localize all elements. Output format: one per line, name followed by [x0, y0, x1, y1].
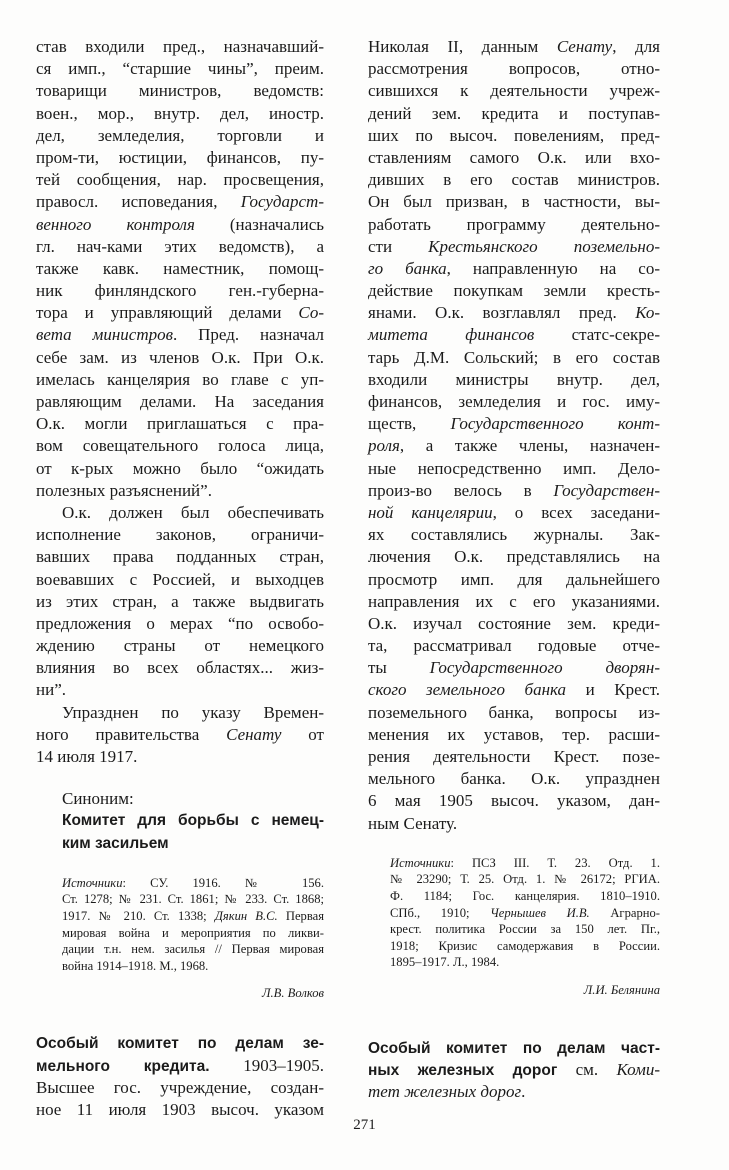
- text-span: , направленную на со-: [446, 258, 660, 278]
- text-span: Государствен-: [553, 480, 660, 500]
- text-line: [368, 169, 660, 191]
- paragraph: [36, 36, 324, 502]
- text-line: [368, 1081, 660, 1103]
- text-span: Крестьянского поземельно-: [428, 236, 660, 256]
- text-span: мельного банка. О.к. упразднен: [368, 769, 660, 789]
- text-span: Коми-: [616, 1060, 660, 1080]
- text-span: Источники: [62, 875, 123, 890]
- text-span: Особый комитет по делам зе-: [36, 1035, 324, 1053]
- text-line: [36, 613, 324, 635]
- text-line: [36, 1055, 324, 1077]
- text-line: [368, 347, 660, 369]
- text-line: [368, 657, 660, 679]
- text-span: исполнение законов, ограничи-: [36, 525, 324, 545]
- text-span: .: [521, 1082, 526, 1102]
- text-line: [368, 258, 660, 280]
- text-span: О.к. изучал состояние зем. креди-: [368, 613, 660, 633]
- text-span: митета финансов: [368, 325, 535, 345]
- text-span: воен., мор., внутр. дел, иностр.: [36, 103, 324, 123]
- text-span: ного правительства: [36, 724, 227, 744]
- text-line: [368, 58, 660, 80]
- paragraph: [36, 502, 324, 702]
- text-line: [36, 236, 324, 258]
- text-line: [368, 36, 660, 58]
- text-span: ник финляндского ген.-губерна-: [36, 281, 324, 301]
- text-span: Первая: [277, 908, 324, 923]
- text-span: Аграрно-: [589, 905, 661, 920]
- text-span: правосл. исповедания,: [36, 192, 241, 212]
- text-span: ным Сенату.: [368, 813, 458, 833]
- text-span: Упразднен по указу Времен-: [62, 702, 324, 722]
- text-span: 1917. № 210. Ст. 1338;: [62, 908, 215, 923]
- text-span: . Пред. назначал: [173, 325, 324, 345]
- text-line: [36, 391, 324, 413]
- text-line: [36, 746, 324, 768]
- text-line: [36, 80, 324, 102]
- text-span: дений зем. кредита и поступав-: [368, 103, 660, 123]
- text-line: [36, 724, 324, 746]
- text-line: [368, 679, 660, 701]
- text-line: [368, 591, 660, 613]
- text-line: [36, 1032, 324, 1054]
- text-span: полезных разъяснений”.: [36, 480, 212, 500]
- text-span: О.к. могли приглашаться с пра-: [36, 414, 324, 434]
- text-span: мировая война и мероприятия по ликви-: [62, 925, 324, 940]
- text-span: произ-во велось в: [368, 480, 554, 500]
- text-line: [368, 768, 660, 790]
- text-line: [368, 524, 660, 546]
- text-span: дации т.н. нем. засилья // Первая мировая: [62, 942, 324, 957]
- text-line: [368, 302, 660, 324]
- text-span: равляющим делами. На заседания: [36, 392, 324, 411]
- text-span: мельного кредита.: [36, 1057, 210, 1075]
- text-line: [36, 169, 324, 191]
- text-line: [36, 657, 324, 679]
- text-span: и Крест.: [566, 680, 660, 700]
- text-line: [36, 591, 324, 613]
- text-line: [368, 635, 660, 657]
- text-span: , о всех заседани-: [492, 502, 660, 522]
- text-span: роля: [368, 436, 400, 456]
- text-span: Ф. 1184; Гос. канцелярия. 1810–1910.: [390, 888, 660, 903]
- text-span: 1895–1917. Л., 1984.: [390, 955, 500, 970]
- text-span: Сенату: [226, 724, 282, 744]
- text-span: Сенату: [556, 37, 613, 56]
- text-span: тора и управляющий делами: [36, 303, 299, 323]
- text-span: ся имп., “старшие чины”, преим.: [36, 59, 324, 79]
- text-span: см.: [557, 1060, 617, 1080]
- text-line: [36, 125, 324, 147]
- text-span: СПб., 1910;: [390, 905, 491, 920]
- text-span: вета министров: [36, 325, 174, 345]
- synonym-line: Комитет для борьбы с немец-: [62, 812, 324, 830]
- text-span: Государст-: [240, 192, 324, 212]
- text-line: [390, 954, 660, 971]
- text-line: [368, 413, 660, 435]
- paragraph: [36, 702, 324, 769]
- text-span: венного контроля: [36, 214, 195, 234]
- text-span: , для: [612, 37, 660, 56]
- text-span: крест. политика России за 150 лет. Пг.,: [390, 922, 660, 937]
- text-span: просмотр имп. для дальнейшего: [368, 569, 660, 589]
- text-span: : ПСЗ III. Т. 23. Отд. 1.: [450, 855, 660, 870]
- text-span: 6 мая 1905 высоч. указом, дан-: [368, 791, 660, 811]
- text-span: тарь Д.М. Сольский; в его состав: [368, 347, 660, 367]
- text-line: [36, 280, 324, 302]
- text-span: ях составлялись журналы. Зак-: [368, 525, 660, 545]
- text-span: ставлениям самого О.к. или вхо-: [368, 147, 660, 167]
- text-span: № 23290; Т. 25. Отд. 1. № 26172; РГИА.: [390, 872, 660, 887]
- text-span: действие покупкам земли кресть-: [368, 281, 660, 301]
- text-line: [390, 905, 660, 922]
- text-line: [62, 891, 324, 908]
- text-line: [36, 147, 324, 169]
- text-span: статс-секре-: [534, 325, 660, 345]
- text-span: ное 11 июля 1903 высоч. указом: [36, 1099, 324, 1119]
- text-span: ших по высоч. повелениям, пред-: [368, 125, 660, 145]
- text-span: дел, земледелия, торговли и: [36, 125, 324, 145]
- text-span: Ко-: [635, 303, 660, 323]
- text-span: Высшее гос. учреждение, создан-: [36, 1077, 324, 1097]
- text-line: [368, 480, 660, 502]
- text-span: вавших права подданных стран,: [36, 547, 324, 567]
- text-line: [368, 125, 660, 147]
- text-line: [62, 958, 324, 975]
- text-line: [368, 790, 660, 812]
- text-line: [390, 888, 660, 905]
- text-span: та, рассматривал годовые отче-: [368, 636, 660, 656]
- text-span: от: [281, 724, 324, 744]
- text-span: из этих стран, а также выдвигать: [36, 591, 324, 611]
- text-span: гл. нач-ками этих ведомств), а: [36, 236, 324, 256]
- author: Л.В. Волков: [261, 986, 324, 1001]
- text-span: имелась канцелярия во главе с уп-: [36, 369, 324, 389]
- text-span: работать программу деятельно-: [368, 214, 660, 234]
- text-line: [36, 36, 324, 58]
- author: Л.И. Белянина: [583, 982, 660, 997]
- text-span: янами. О.к. возглавлял пред.: [368, 303, 636, 323]
- text-span: (назначались: [194, 214, 324, 234]
- text-line: [368, 813, 660, 835]
- text-line: [368, 746, 660, 768]
- text-span: : СУ. 1916. № 156.: [122, 875, 324, 890]
- text-line: [36, 480, 324, 502]
- entry-heading: [36, 1032, 324, 1121]
- text-span: Чернышев И.В.: [490, 905, 590, 920]
- text-span: менения их уставов, тер. расши-: [368, 724, 660, 744]
- text-span: сившихся к деятельности учреж-: [368, 81, 660, 101]
- text-span: ни”.: [36, 680, 66, 700]
- text-span: О.к. должен был обеспечивать: [62, 502, 324, 522]
- text-span: ные непосредственно имп. Дело-: [368, 458, 660, 478]
- text-span: Николая II, данным: [368, 37, 557, 56]
- text-line: [368, 369, 660, 391]
- text-span: 1903–1905.: [209, 1055, 324, 1075]
- text-span: ского земельного банка: [368, 680, 567, 700]
- text-line: [36, 191, 324, 213]
- text-line: [368, 1059, 660, 1081]
- text-span: Ст. 1278; № 231. Ст. 1861; № 233. Ст. 1868;: [62, 892, 324, 907]
- text-line: [36, 702, 324, 724]
- text-line: [36, 679, 324, 701]
- right-column: [368, 36, 660, 1103]
- text-line: [36, 502, 324, 524]
- text-span: входили министры внутр. дел,: [368, 369, 660, 389]
- entry-heading: [368, 1037, 660, 1104]
- text-line: [368, 502, 660, 524]
- text-line: [368, 702, 660, 724]
- text-span: 1918; Кризис самодержавия в России.: [390, 938, 660, 953]
- text-span: также кавк. наместник, помощ-: [36, 258, 324, 278]
- text-span: предложения о мерах “по освобо-: [36, 613, 324, 633]
- text-span: Особый комитет по делам част-: [368, 1039, 660, 1057]
- text-line: [390, 921, 660, 938]
- text-line: [390, 871, 660, 888]
- text-span: рассмотрения вопросов, отно-: [368, 59, 660, 79]
- text-span: сти: [368, 236, 429, 256]
- text-span: го банка: [368, 258, 447, 278]
- text-span: влияния во всех областях... жиз-: [36, 658, 324, 678]
- text-span: ных железных дорог: [368, 1062, 558, 1080]
- text-line: [36, 413, 324, 435]
- sources: [36, 875, 324, 975]
- text-line: [36, 435, 324, 457]
- text-line: [368, 103, 660, 125]
- text-line: [390, 938, 660, 955]
- text-line: [36, 302, 324, 324]
- text-line: [390, 855, 660, 872]
- text-span: ты: [368, 658, 430, 678]
- text-line: [368, 546, 660, 568]
- text-line: [36, 58, 324, 80]
- text-span: Источники: [390, 855, 451, 870]
- text-span: 14 июля 1917.: [36, 747, 138, 766]
- text-span: от к-рых можно было “ожидать: [36, 458, 324, 478]
- text-line: [368, 324, 660, 346]
- text-span: став входили пред., назначавший-: [36, 37, 324, 56]
- paragraph: [368, 36, 660, 835]
- text-span: дивших в его состав министров.: [368, 170, 660, 190]
- text-span: поземельного банка, вопросы из-: [368, 702, 660, 722]
- sources: [368, 855, 660, 971]
- text-span: ной канцелярии: [368, 502, 493, 522]
- text-line: [36, 1077, 324, 1099]
- text-span: пром-ти, юстиции, финансов, пу-: [36, 147, 324, 167]
- text-span: товарищи министров, ведомств:: [36, 81, 324, 101]
- text-span: себе зам. из членов О.к. При О.к.: [36, 347, 324, 367]
- text-span: Государственного дворян-: [429, 658, 660, 678]
- text-line: [36, 347, 324, 369]
- text-span: направления их с его указаниями.: [368, 591, 660, 611]
- text-span: вом совещательного голоса лица,: [36, 436, 324, 456]
- text-line: [368, 80, 660, 102]
- synonym-label: Синоним:: [62, 789, 134, 809]
- synonym-line: ким засильем: [62, 834, 169, 852]
- text-line: [36, 324, 324, 346]
- text-line: [368, 458, 660, 480]
- text-span: , а также члены, назначен-: [399, 436, 660, 456]
- text-line: [368, 236, 660, 258]
- text-line: [36, 635, 324, 657]
- text-span: воевавших с Россией, и выходцев: [36, 569, 324, 589]
- text-span: тет железных дорог: [368, 1082, 522, 1102]
- text-line: [36, 569, 324, 591]
- text-line: [368, 569, 660, 591]
- text-line: [62, 925, 324, 942]
- text-line: [62, 908, 324, 925]
- text-line: [368, 435, 660, 457]
- text-line: [36, 546, 324, 568]
- page-number: 271: [353, 1117, 376, 1133]
- text-line: [36, 214, 324, 236]
- text-line: [368, 391, 660, 413]
- text-line: [62, 941, 324, 958]
- text-line: [36, 103, 324, 125]
- text-span: Он был призван, в частности, вы-: [368, 192, 660, 212]
- text-span: ществ,: [368, 414, 451, 434]
- text-line: [36, 458, 324, 480]
- text-span: лючения О.к. представлялись на: [368, 547, 660, 567]
- text-line: [368, 1037, 660, 1059]
- text-line: [36, 524, 324, 546]
- text-line: [62, 875, 324, 892]
- text-span: Со-: [298, 303, 324, 323]
- text-line: [368, 147, 660, 169]
- text-span: война 1914–1918. М., 1968.: [62, 958, 209, 973]
- text-span: тей сообщения, нар. просвещения,: [36, 170, 324, 190]
- text-line: [368, 191, 660, 213]
- text-line: [368, 613, 660, 635]
- text-line: [368, 280, 660, 302]
- text-span: Государственного конт-: [450, 414, 660, 434]
- text-line: [368, 724, 660, 746]
- text-line: [368, 214, 660, 236]
- left-column: [36, 36, 324, 1121]
- text-line: [36, 369, 324, 391]
- text-span: Дякин В.С.: [214, 908, 278, 923]
- text-line: [36, 258, 324, 280]
- text-span: финансов, земледелия и гос. иму-: [368, 392, 660, 411]
- text-span: ждению страны от немецкого: [36, 636, 324, 656]
- text-span: рения деятельности Крест. позе-: [368, 747, 660, 766]
